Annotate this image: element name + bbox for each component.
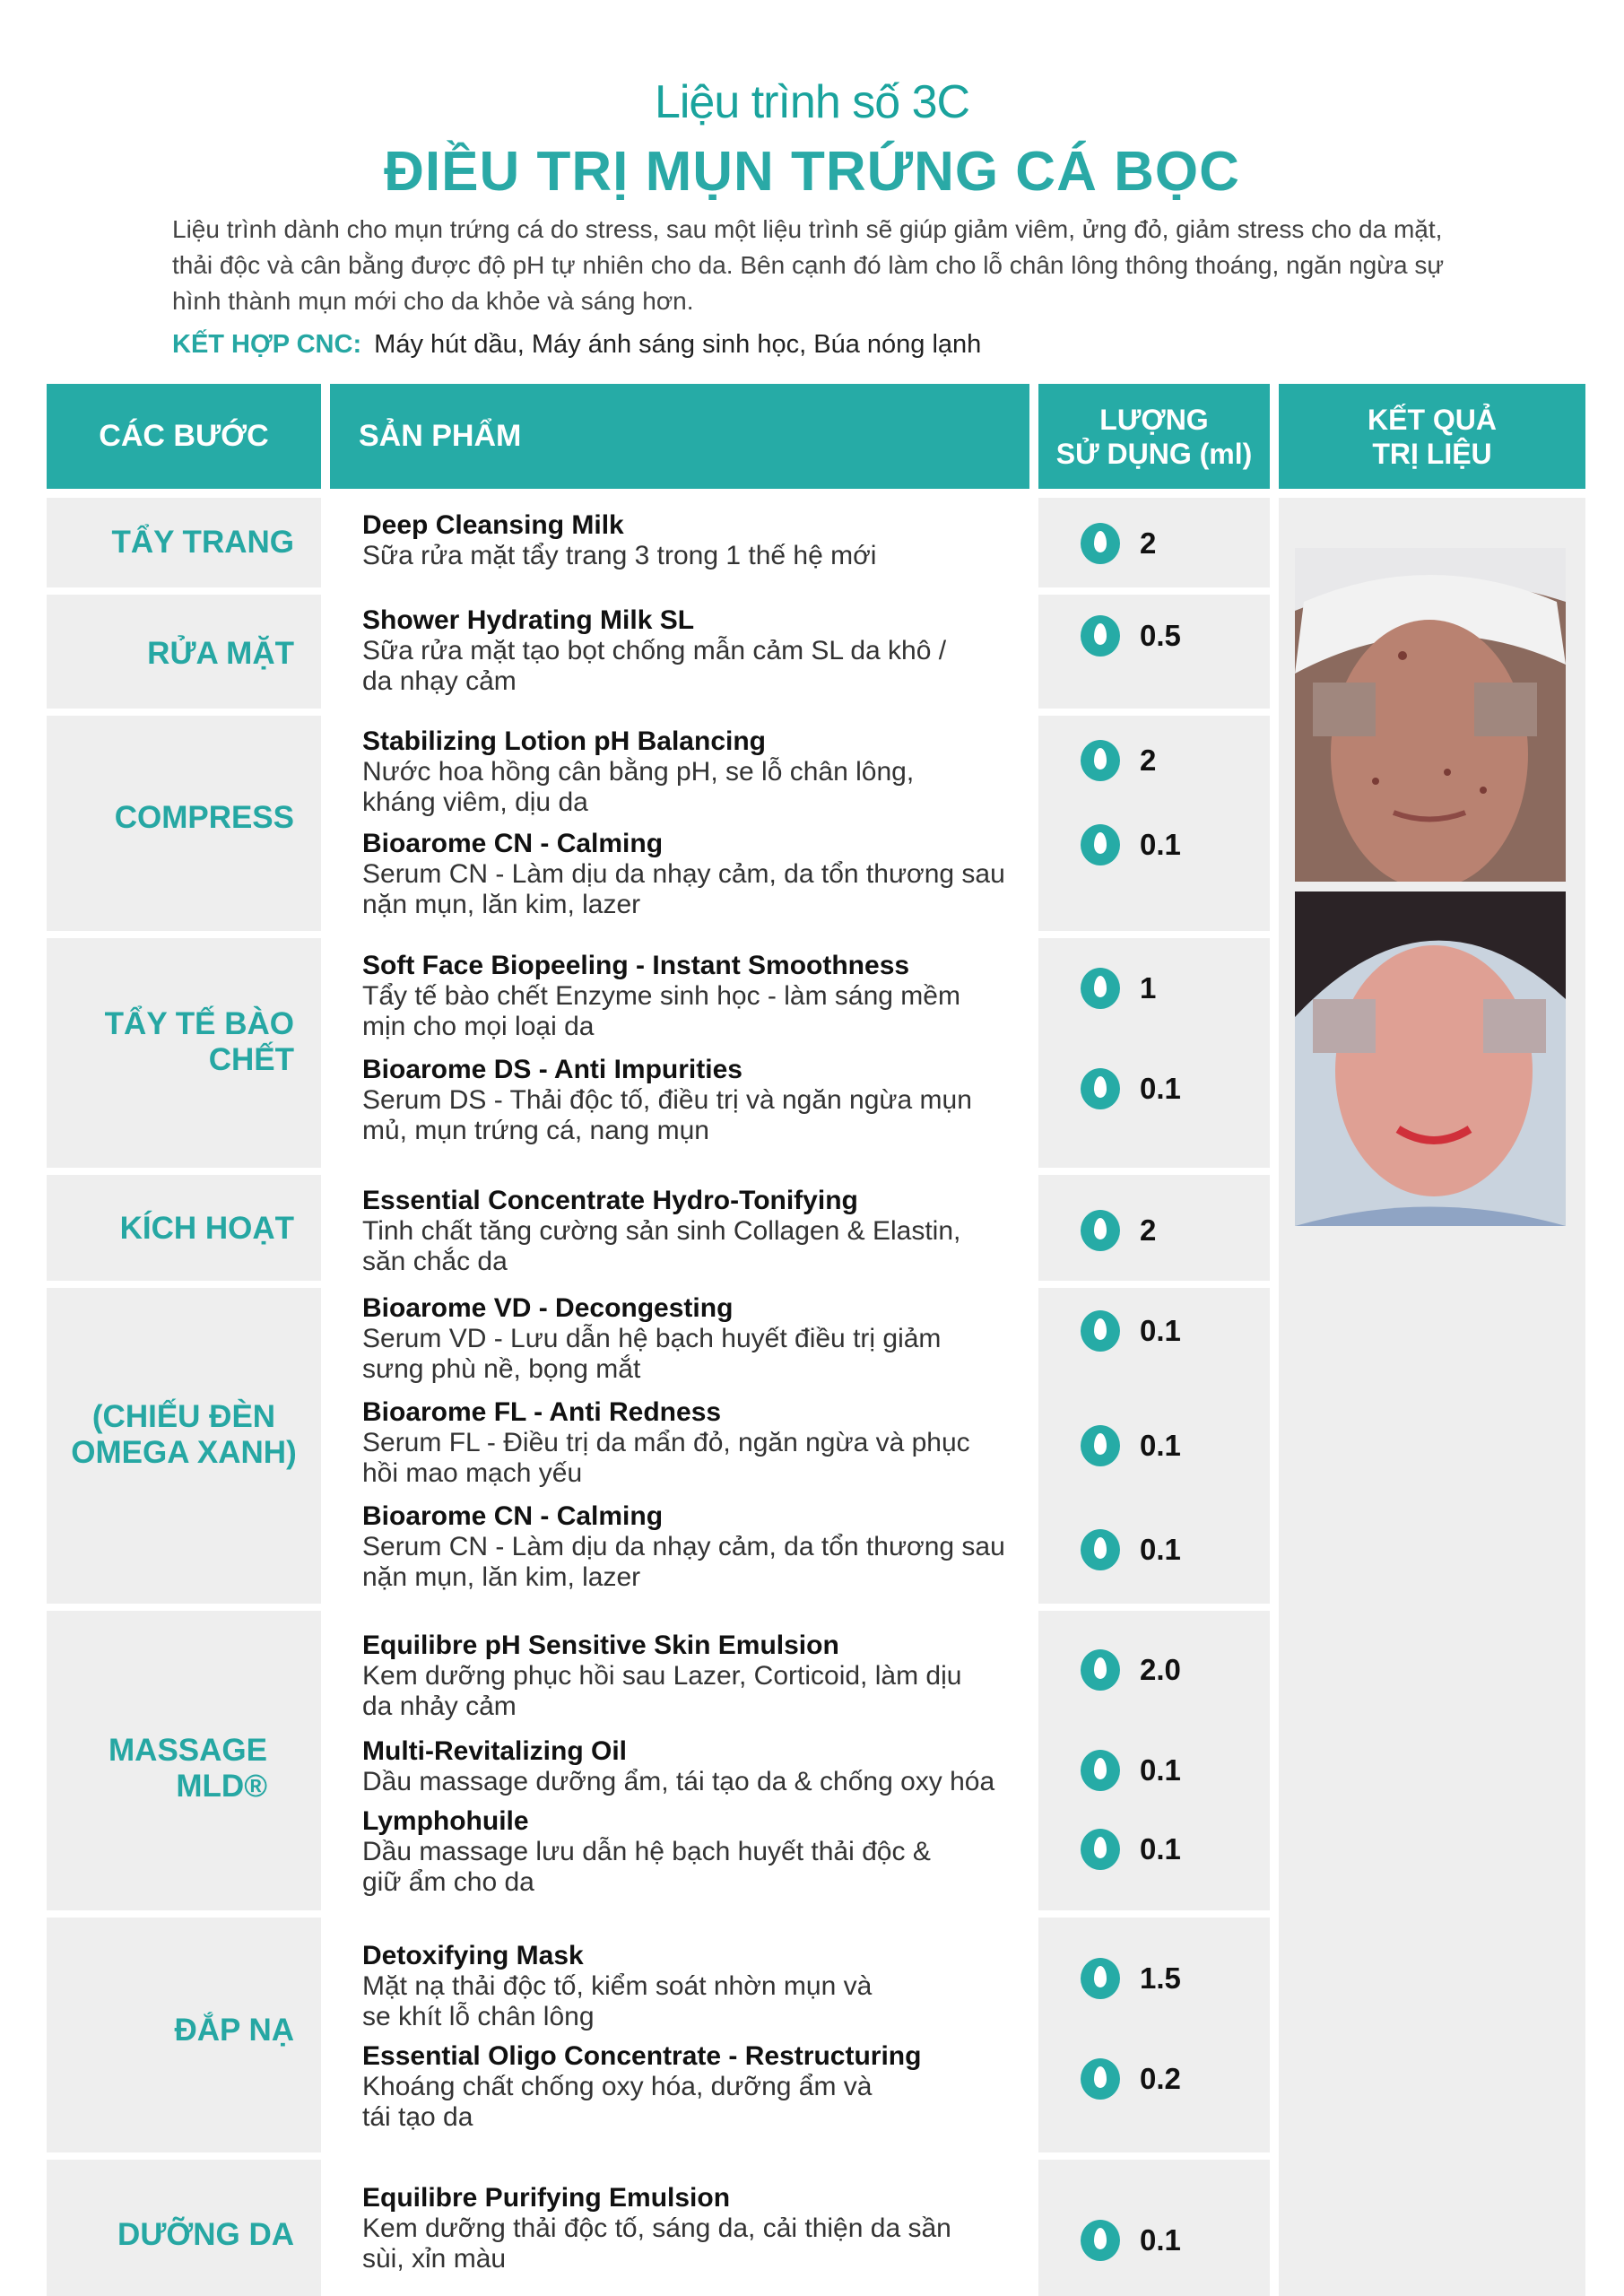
treatment-intro: Liệu trình dành cho mụn trứng cá do stress, sau một liệu trình sẽ giúp giảm viêm, ửng đỏ, giảm stress cho da mặt, thải độc và cân bằng được độ pH tự nhiên cho da. Bên cạnh đó làm cho lỗ chân lông thông thoáng, ngăn ngừa sự hình thành mụn mới cho da khỏe và sáng hơn.: [172, 215, 1445, 315]
combo-label: KẾT HỢP CNC:: [172, 330, 362, 359]
product-item: [362, 1186, 1008, 1277]
quantity: [1081, 1209, 1156, 1252]
product-item: [362, 1293, 1008, 1385]
col-header-result: [1279, 384, 1585, 489]
table-row: [47, 1918, 1270, 2152]
product-item: [362, 1501, 1008, 1593]
quantity-value: 0.1: [1140, 1429, 1181, 1462]
col-header-product: SẢN PHẨM: [330, 384, 1029, 489]
step-label: KÍCH HOẠT: [119, 1211, 294, 1246]
after-photo: [1295, 891, 1566, 1226]
product-item: [362, 2183, 972, 2274]
droplet-icon: [1081, 2058, 1120, 2100]
product-name: Bioarome FL - Anti Redness: [362, 1397, 722, 1427]
product-item: [362, 726, 972, 818]
quantity-value: 0.1: [1140, 1753, 1181, 1787]
droplet-icon: [1081, 1829, 1120, 1870]
product-desc: Kem dưỡng thải độc tố, sáng da, cải thiện da sần sùi, xỉn màu: [362, 2213, 951, 2274]
combo-text: Máy hút dầu, Máy ánh sáng sinh học, Búa nóng lạnh: [374, 330, 982, 359]
product-item: [362, 2041, 1026, 2133]
table-row: [47, 498, 1270, 587]
product-name: Multi-Revitalizing Oil: [362, 1736, 628, 1766]
quantity-value: 1.5: [1140, 1961, 1181, 1995]
step-label: ĐẮP NẠ: [174, 2013, 294, 2048]
table-row: [47, 1288, 1270, 1604]
step-label: RỬA MẶT: [147, 636, 294, 671]
product-desc: Mặt nạ thải độc tố, kiểm soát nhờn mụn và se khít lỗ chân lông: [362, 1971, 873, 2031]
product-name: Equilibre pH Sensitive Skin Emulsion: [362, 1631, 839, 1660]
quantity: [1081, 522, 1156, 565]
droplet-icon: [1081, 1310, 1120, 1352]
droplet-icon: [1081, 2220, 1120, 2261]
product-desc: Kem dưỡng phục hồi sau Lazer, Corticoid, làm dịu da nhảy cảm: [362, 1661, 962, 1721]
table-row: [47, 1175, 1270, 1281]
droplet-icon: [1081, 1210, 1120, 1251]
table-row: [47, 595, 1270, 709]
col-header-quantity-line2: SỬ DỤNG (ml): [1055, 437, 1253, 470]
product-item: [362, 1806, 972, 1898]
quantity: [1081, 1648, 1181, 1692]
quantity: [1081, 1309, 1181, 1352]
step-label: (CHIẾU ĐÈN OMEGA XANH): [71, 1399, 297, 1470]
droplet-icon: [1081, 968, 1120, 1009]
quantity-value: 0.5: [1140, 619, 1181, 652]
product-name: Equilibre Purifying Emulsion: [362, 2183, 731, 2213]
step-label: TẨY TRANG: [111, 525, 294, 560]
quantity: [1081, 2219, 1181, 2262]
quantity: [1081, 1957, 1181, 2000]
col-header-quantity: [1038, 384, 1270, 489]
table-row: [47, 1611, 1270, 1910]
step-label: DƯỠNG DA: [117, 2217, 294, 2252]
product-desc: Tinh chất tăng cường sản sinh Collagen & Elastin, săn chắc da: [362, 1216, 961, 1276]
droplet-icon: [1081, 1958, 1120, 1999]
quantity-value: 2: [1140, 526, 1157, 560]
droplet-icon: [1081, 523, 1120, 564]
col-header-quantity-line1: LƯỢNG: [1099, 403, 1209, 436]
quantity-value: 2: [1140, 1213, 1157, 1247]
product-desc: Nước hoa hồng cân bằng pH, se lỗ chân lông, kháng viêm, dịu da: [362, 757, 915, 817]
quantity-value: 0.1: [1140, 1314, 1181, 1347]
product-desc: Serum DS - Thải độc tố, điều trị và ngăn ngừa mụn mủ, mụn trứng cá, nang mụn: [362, 1085, 972, 1145]
quantity-value: 0.1: [1140, 1533, 1181, 1566]
before-photo: [1295, 548, 1566, 882]
quantity-value: 1: [1140, 971, 1157, 1004]
product-item: [362, 1941, 900, 2032]
product-name: Deep Cleansing Milk: [362, 510, 624, 540]
quantity: [1081, 1749, 1181, 1792]
product-desc: Serum VD - Lưu dẫn hệ bạch huyết điều trị giảm sưng phù nề, bọng mắt: [362, 1324, 942, 1384]
product-name: Bioarome CN - Calming: [362, 829, 664, 858]
droplet-icon: [1081, 1068, 1120, 1109]
product-name: Bioarome VD - Decongesting: [362, 1293, 734, 1323]
product-name: Essential Concentrate Hydro-Tonifying: [362, 1186, 858, 1215]
product-name: Essential Oligo Concentrate - Restructuring: [362, 2041, 922, 2071]
product-name: Bioarome CN - Calming: [362, 1501, 664, 1531]
droplet-icon: [1081, 740, 1120, 781]
product-name: Shower Hydrating Milk SL: [362, 605, 695, 635]
product-item: [362, 1055, 972, 1146]
product-item: [362, 829, 1008, 920]
quantity-value: 0.1: [1140, 1832, 1181, 1866]
quantity: [1081, 739, 1156, 782]
quantity-value: 2: [1140, 744, 1157, 777]
product-desc: Serum FL - Điều trị da mẩn đỏ, ngăn ngừa và phục hồi mao mạch yếu: [362, 1428, 970, 1488]
quantity: [1081, 1424, 1181, 1467]
product-name: Bioarome DS - Anti Impurities: [362, 1055, 743, 1084]
product-desc: Serum CN - Làm dịu da nhạy cảm, da tổn thương sau nặn mụn, lăn kim, lazer: [362, 1532, 1005, 1592]
product-desc: Dầu massage dưỡng ẩm, tái tạo da & chống oxy hóa: [362, 1767, 995, 1796]
droplet-icon: [1081, 1750, 1120, 1791]
product-name: Stabilizing Lotion pH Balancing: [362, 726, 766, 756]
table-row: [47, 716, 1270, 931]
table-row: [47, 938, 1270, 1168]
quantity-value: 2.0: [1140, 1653, 1181, 1686]
product-item: [362, 1736, 1044, 1797]
droplet-icon: [1081, 1649, 1120, 1691]
step-label: MASSAGE MLD®: [109, 1733, 267, 1804]
product-item: [362, 605, 972, 697]
droplet-icon: [1081, 824, 1120, 865]
product-item: [362, 1631, 972, 1722]
quantity: [1081, 614, 1181, 657]
product-desc: Khoáng chất chống oxy hóa, dưỡng ẩm và tái tạo da: [362, 2072, 873, 2132]
quantity: [1081, 1528, 1181, 1571]
quantity: [1081, 823, 1181, 866]
table-row: [47, 2160, 1270, 2296]
quantity: [1081, 2057, 1181, 2100]
col-header-result-line2: TRỊ LIỆU: [1372, 437, 1492, 470]
product-item: [362, 951, 1008, 1042]
product-name: Detoxifying Mask: [362, 1941, 584, 1970]
combo-line: [172, 330, 981, 360]
product-item: [362, 510, 1062, 571]
quantity-value: 0.2: [1140, 2062, 1181, 2095]
quantity: [1081, 1828, 1181, 1871]
product-desc: Serum CN - Làm dịu da nhạy cảm, da tổn thương sau nặn mụn, lăn kim, lazer: [362, 859, 1005, 919]
step-label: COMPRESS: [114, 800, 294, 835]
product-name: Lymphohuile: [362, 1806, 529, 1836]
product-desc: Tẩy tế bào chết Enzyme sinh học - làm sáng mềm mịn cho mọi loại da: [362, 981, 960, 1041]
col-header-result-line1: KẾT QUẢ: [1368, 403, 1497, 436]
product-desc: Sữa rửa mặt tẩy trang 3 trong 1 thế hệ mới: [362, 541, 877, 570]
step-label: TẨY TẾ BÀO CHẾT: [104, 1006, 294, 1077]
col-header-steps: CÁC BƯỚC: [47, 384, 321, 489]
quantity-value: 0.1: [1140, 1072, 1181, 1105]
droplet-icon: [1081, 1425, 1120, 1466]
treatment-subtitle: Liệu trình số 3C: [654, 76, 970, 128]
quantity: [1081, 967, 1156, 1010]
quantity-value: 0.1: [1140, 2223, 1181, 2257]
quantity-value: 0.1: [1140, 828, 1181, 861]
quantity: [1081, 1067, 1181, 1110]
treatment-title: ĐIỀU TRỊ MỤN TRỨNG CÁ BỌC: [384, 141, 1240, 203]
droplet-icon: [1081, 1529, 1120, 1570]
product-item: [362, 1397, 972, 1489]
product-desc: Dầu massage lưu dẫn hệ bạch huyết thải độc & giữ ẩm cho da: [362, 1837, 931, 1897]
product-name: Soft Face Biopeeling - Instant Smoothness: [362, 951, 910, 980]
product-desc: Sữa rửa mặt tạo bọt chống mẫn cảm SL da khô / da nhạy cảm: [362, 636, 947, 696]
droplet-icon: [1081, 615, 1120, 657]
